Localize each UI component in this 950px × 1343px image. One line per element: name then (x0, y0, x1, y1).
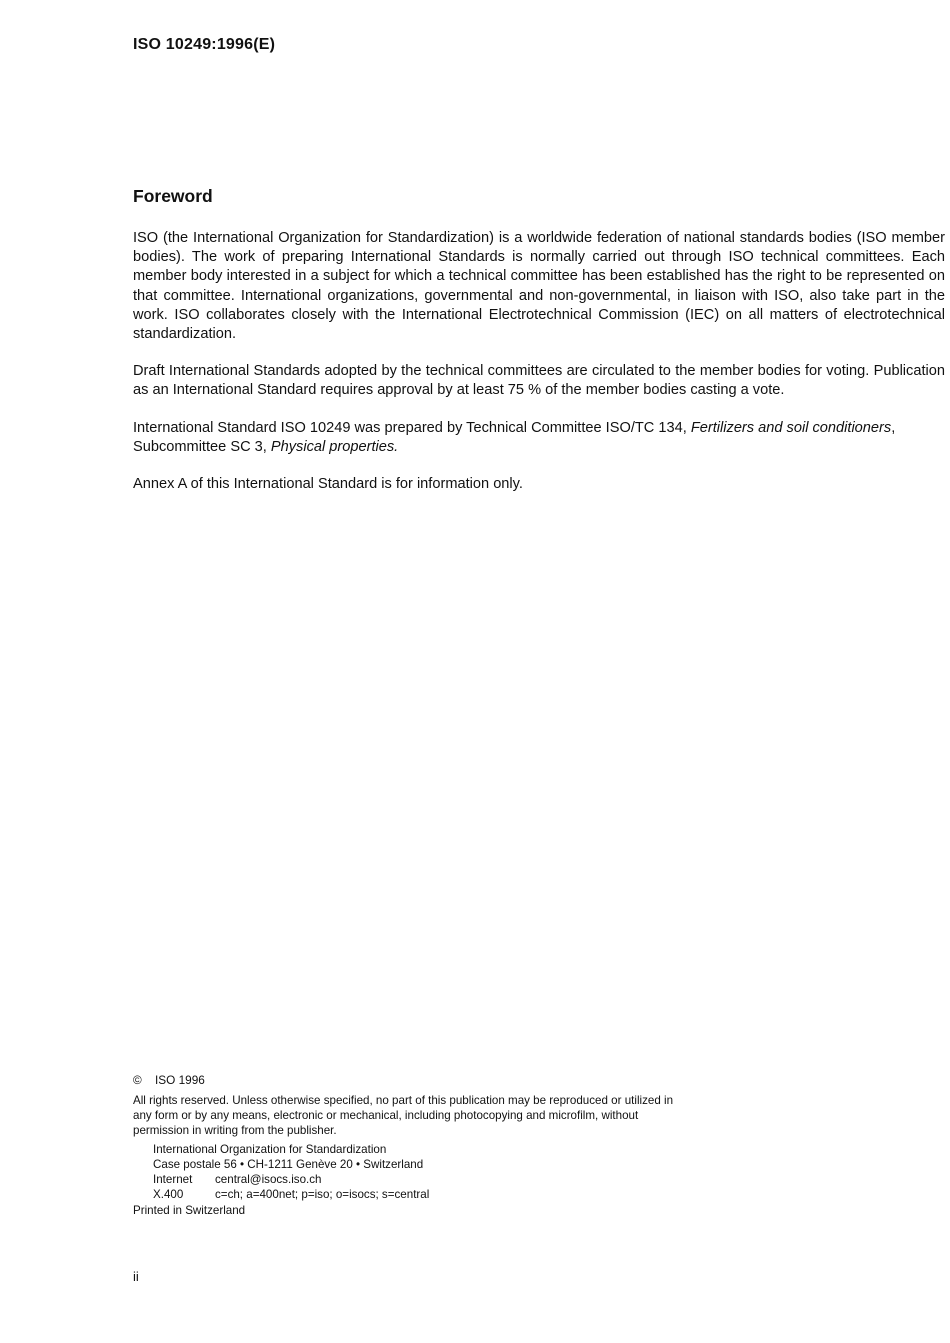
postal-address: Case postale 56 • CH-1211 Genève 20 • Switzerland (153, 1158, 424, 1171)
document-id: ISO 10249:1996(E) (133, 36, 276, 53)
paragraph-prepared-by (133, 419, 945, 457)
prepared-by-text: International Standard ISO 10249 was prepared by Technical Committee ISO/TC 134, (133, 419, 691, 436)
copyright-notice (133, 1073, 693, 1218)
internet-label: Internet (153, 1173, 193, 1186)
x400-row (153, 1187, 693, 1202)
internet-row (153, 1172, 693, 1187)
printed-in: Printed in Switzerland (133, 1204, 246, 1217)
copyright-icon: © (133, 1073, 142, 1087)
x400-address: c=ch; a=400net; p=iso; o=isocs; s=central (215, 1188, 430, 1201)
publisher-address (133, 1142, 693, 1202)
committee-title: Fertilizers and soil conditioners (690, 419, 892, 436)
paragraph-iso-intro: ISO (the International Organization for Standardization) is a worldwide federation of national standards bodies (ISO member bodies). The work of preparing International Standards is normally carried out through ISO technical committees. Each member body interested in a subject for which a technical committee has been established has the right to be represented on that committee. International organizations, governmental and non-governmental, in liaison with ISO, also take part in the work. ISO collaborates closely with the International Electrotechnical Commission (IEC) on all matters of electrotechnical standardization. (133, 230, 945, 343)
subcommittee-text: , Subcommittee SC 3, (133, 419, 896, 455)
copyright-line (133, 1073, 693, 1088)
internet-email: central@isocs.iso.ch (215, 1173, 322, 1186)
x400-label: X.400 (153, 1188, 184, 1201)
foreword-body (133, 229, 945, 512)
publisher-name: International Organization for Standardization (153, 1143, 387, 1156)
paragraph-annex-note: Annex A of this International Standard is for information only. (133, 476, 523, 493)
paragraph-draft-standards: Draft International Standards adopted by the technical committees are circulated to the member bodies for voting. Publication as an International Standard requires approval by at least 75 % of the member bodies casting a vote. (133, 363, 945, 399)
page-number: ii (133, 1269, 139, 1284)
foreword-heading: Foreword (133, 186, 213, 206)
rights-reserved-text: All rights reserved. Unless otherwise specified, no part of this publication may be reproduced or utilized in any form or by any means, electronic or mechanical, including photocopying and microfilm, without permission in writing from the publisher. (133, 1094, 674, 1137)
subcommittee-title: Physical properties. (270, 438, 399, 455)
copyright-year: ISO 1996 (155, 1073, 205, 1087)
